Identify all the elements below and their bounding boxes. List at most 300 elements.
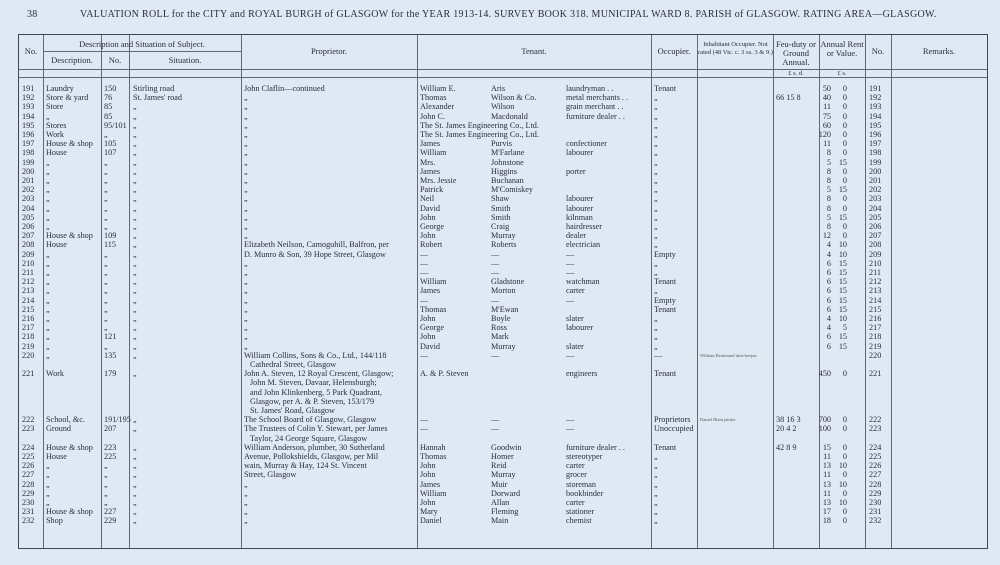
row-occupier: „ bbox=[654, 470, 658, 480]
row-feu-duty: 20 4 2 bbox=[776, 424, 797, 434]
row-no: 217 bbox=[22, 323, 35, 333]
header-no-right: No. bbox=[871, 46, 885, 56]
row-situation: „ bbox=[133, 166, 137, 176]
row-tenant-forename: — bbox=[420, 415, 429, 425]
row-tenant-surname: Homer bbox=[491, 452, 514, 461]
row-rent-shillings: 15 bbox=[838, 157, 847, 167]
row-street-no: 150 bbox=[104, 84, 117, 93]
row-proprietor: „ bbox=[244, 488, 248, 498]
row-street-no: 85 bbox=[104, 102, 113, 112]
row-proprietor: „ bbox=[244, 185, 248, 195]
row-street-no: 107 bbox=[104, 148, 117, 158]
row-street-no: 179 bbox=[104, 369, 117, 379]
row-tenant-surname: Shaw bbox=[491, 194, 510, 204]
row-rent-shillings: 0 bbox=[842, 442, 847, 452]
row-occupier: Empty bbox=[654, 295, 676, 305]
row-rent-shillings: 0 bbox=[842, 222, 847, 231]
row-proprietor: „ bbox=[244, 507, 248, 517]
row-tenant-surname: — bbox=[491, 415, 500, 425]
row-proprietor: „ bbox=[244, 139, 248, 149]
row-tenant-forename: Mary bbox=[420, 507, 438, 517]
row-no: 198 bbox=[22, 148, 35, 158]
row-tenant-surname: Macdonald bbox=[491, 111, 528, 121]
row-street-no: „ bbox=[104, 203, 108, 213]
row-occupier: „ bbox=[654, 516, 658, 526]
row-tenant-occupation: confectioner bbox=[566, 139, 607, 149]
row-situation: „ bbox=[133, 415, 137, 425]
row-occupier: Tenant bbox=[654, 369, 677, 379]
row-street-no: „ bbox=[104, 498, 108, 507]
row-tenant-forename: John bbox=[420, 212, 436, 222]
row-rent-pounds: 6 bbox=[826, 258, 831, 268]
row-tenant-occupation: grain merchant . . bbox=[566, 102, 624, 112]
row-no-right: 204 bbox=[869, 203, 882, 213]
header-feu-units: £ s. d. bbox=[788, 70, 804, 77]
row-no: 220 bbox=[22, 350, 35, 360]
row-description: „ bbox=[46, 323, 50, 333]
row-tenant-occupation: labourer bbox=[566, 148, 594, 158]
row-rent-shillings: 0 bbox=[842, 452, 847, 461]
row-situation: „ bbox=[133, 194, 137, 204]
row-occupier: Tenant bbox=[654, 277, 677, 287]
row-street-no: „ bbox=[104, 130, 108, 139]
row-rent-pounds: 5 bbox=[826, 212, 831, 222]
row-tenant-occupation: grocer bbox=[566, 470, 587, 480]
row-street-no: 95/101 bbox=[104, 120, 127, 130]
row-tenant-forename: Daniel bbox=[420, 516, 442, 526]
row-tenant-surname: Ross bbox=[491, 323, 507, 333]
row-situation: „ bbox=[133, 120, 137, 130]
row-rent-pounds: 18 bbox=[822, 516, 831, 526]
row-rent-shillings: 10 bbox=[838, 314, 847, 323]
row-no: 200 bbox=[22, 166, 35, 176]
row-tenant-surname: Dorward bbox=[491, 488, 521, 498]
row-no: 204 bbox=[22, 203, 35, 213]
header-description: Description. bbox=[51, 55, 93, 65]
row-street-no: 121 bbox=[104, 332, 117, 342]
row-description: „ bbox=[46, 498, 50, 507]
page-title: VALUATION ROLL for the CITY and ROYAL BURGH of GLASGOW for the YEAR 1913-14. SURVEY BOOK 318. MUNICIPAL WARD 8. PARISH of GLASGOW. RATING AREA—GLASGOW. bbox=[80, 9, 937, 20]
row-description: „ bbox=[46, 488, 50, 498]
row-description: „ bbox=[46, 249, 50, 259]
row-proprietor: „ bbox=[244, 157, 248, 167]
header-description-group: Description and Situation of Subject. bbox=[79, 39, 205, 49]
row-tenant-forename: David bbox=[420, 341, 441, 351]
row-tenant-surname: Craig bbox=[491, 222, 510, 231]
row-situation: „ bbox=[133, 350, 137, 360]
row-rent-pounds: 17 bbox=[822, 507, 831, 517]
row-description: „ bbox=[46, 176, 50, 185]
row-rent-shillings: 0 bbox=[842, 194, 847, 204]
row-no: 213 bbox=[22, 286, 35, 296]
row-situation: „ bbox=[133, 314, 137, 323]
row-situation: „ bbox=[133, 277, 137, 287]
row-no: 203 bbox=[22, 194, 35, 204]
row-description: Shop bbox=[46, 516, 63, 526]
row-no: 197 bbox=[22, 139, 35, 149]
row-rent-pounds: 6 bbox=[826, 277, 831, 287]
row-rent-shillings: 15 bbox=[838, 332, 847, 342]
row-description: House bbox=[46, 148, 67, 158]
row-tenant-forename: Thomas bbox=[420, 93, 447, 103]
row-no-right: 198 bbox=[869, 148, 882, 158]
row-tenant-occupation: furniture dealer . . bbox=[566, 442, 625, 452]
row-tenant-surname: Wilson bbox=[491, 102, 515, 112]
row-description: „ bbox=[46, 212, 50, 222]
row-situation: „ bbox=[133, 332, 137, 342]
row-situation: „ bbox=[133, 295, 137, 305]
row-description: Ground bbox=[46, 424, 72, 434]
row-situation: „ bbox=[133, 240, 137, 250]
row-situation: „ bbox=[133, 157, 137, 167]
row-rent-pounds: 8 bbox=[826, 194, 831, 204]
row-occupier: „ bbox=[654, 452, 658, 461]
row-tenant-occupation: porter bbox=[566, 166, 586, 176]
row-tenant-forename: James bbox=[420, 166, 441, 176]
row-rent-pounds: 11 bbox=[823, 452, 831, 461]
row-no-right: 231 bbox=[869, 507, 882, 517]
row-rent-shillings: 10 bbox=[838, 479, 847, 489]
proprietor-continuation: John M. Steven, Davaar, Helensburgh; bbox=[250, 378, 377, 388]
row-proprietor: „ bbox=[244, 148, 248, 158]
row-street-no: „ bbox=[104, 470, 108, 480]
row-situation: „ bbox=[133, 461, 137, 471]
row-rent-shillings: 15 bbox=[838, 295, 847, 305]
row-proprietor: The School Board of Glasgow, Glasgow bbox=[244, 415, 377, 425]
row-street-no: „ bbox=[104, 304, 108, 314]
row-proprietor: John A. Steven, 12 Royal Crescent, Glasgow; bbox=[244, 369, 394, 379]
row-street-no: „ bbox=[104, 479, 108, 489]
proprietor-continuation: Glasgow, per A. & P. Steven, 153/179 bbox=[250, 396, 375, 406]
row-rent-pounds: 120 bbox=[818, 130, 831, 139]
row-description: Store bbox=[46, 102, 64, 112]
row-description: Laundry bbox=[46, 84, 74, 93]
row-no: 191 bbox=[22, 84, 35, 93]
row-tenant-occupation: carter bbox=[566, 286, 585, 296]
row-tenant-forename: John bbox=[420, 498, 436, 507]
row-rent-pounds: 11 bbox=[823, 488, 831, 498]
row-situation: „ bbox=[133, 498, 137, 507]
row-rent-pounds: 60 bbox=[822, 120, 831, 130]
row-tenant-surname: — bbox=[491, 295, 500, 305]
row-no: 222 bbox=[22, 415, 35, 425]
row-occupier: „ bbox=[654, 157, 658, 167]
row-proprietor: „ bbox=[244, 295, 248, 305]
row-rent-shillings: 0 bbox=[842, 369, 847, 379]
row-occupier: „ bbox=[654, 93, 658, 103]
row-no: 199 bbox=[22, 157, 35, 167]
row-tenant-forename: George bbox=[420, 222, 444, 231]
row-occupier: „ bbox=[654, 166, 658, 176]
row-rent-shillings: 0 bbox=[842, 120, 847, 130]
row-proprietor: „ bbox=[244, 194, 248, 204]
row-no-right: 207 bbox=[869, 231, 882, 241]
row-street-no: 229 bbox=[104, 516, 117, 526]
row-situation: „ bbox=[133, 249, 137, 259]
header-remarks: Remarks. bbox=[922, 46, 956, 56]
row-street-no: 207 bbox=[104, 424, 117, 434]
row-rent-pounds: 13 bbox=[822, 498, 831, 507]
row-no: 214 bbox=[22, 295, 35, 305]
row-rent-shillings: 0 bbox=[842, 93, 847, 103]
row-occupier: „ bbox=[654, 102, 658, 112]
row-rent-shillings: 0 bbox=[842, 231, 847, 241]
row-no-right: 214 bbox=[869, 295, 882, 305]
row-no-right: 210 bbox=[869, 258, 882, 268]
row-occupier: „ bbox=[654, 212, 658, 222]
row-no: 225 bbox=[22, 452, 35, 461]
row-rent-shillings: 0 bbox=[842, 84, 847, 93]
row-occupier: „ bbox=[654, 268, 658, 277]
row-occupier: „ bbox=[654, 286, 658, 296]
row-rent-shillings: 15 bbox=[838, 212, 847, 222]
row-description: Work bbox=[46, 130, 64, 139]
row-occupier: „ bbox=[654, 148, 658, 158]
row-no-right: 229 bbox=[869, 488, 882, 498]
row-tenant-surname: M'Farlane bbox=[491, 148, 525, 158]
header-inhabitant-occupier: Inhabitant Occupier. Not rated (48 Vic. c. 3 ss. 3 & 9.) bbox=[698, 41, 773, 56]
row-tenant-surname: Aris bbox=[491, 84, 506, 93]
row-rent-shillings: 0 bbox=[842, 488, 847, 498]
row-rent-pounds: 8 bbox=[826, 176, 831, 185]
row-description: „ bbox=[46, 350, 50, 360]
row-no-right: 212 bbox=[869, 277, 882, 287]
row-proprietor: „ bbox=[244, 231, 248, 241]
row-no: 193 bbox=[22, 102, 35, 112]
row-proprietor: „ bbox=[244, 93, 248, 103]
row-street-no: „ bbox=[104, 314, 108, 323]
page-header bbox=[22, 9, 982, 25]
row-no: 221 bbox=[22, 369, 35, 379]
row-description: House & shop bbox=[46, 442, 93, 452]
row-description: House & shop bbox=[46, 231, 93, 241]
row-tenant-forename: Thomas bbox=[420, 304, 447, 314]
row-rent-shillings: 15 bbox=[838, 286, 847, 296]
row-proprietor: wain, Murray & Hay, 124 St. Vincent bbox=[244, 461, 367, 471]
row-proprietor: „ bbox=[244, 332, 248, 342]
row-rent-shillings: 0 bbox=[842, 203, 847, 213]
row-no-right: 191 bbox=[869, 84, 882, 93]
row-feu-duty: 42 8 9 bbox=[776, 442, 797, 452]
row-description: „ bbox=[46, 166, 50, 176]
row-tenant-occupation: labourer bbox=[566, 323, 594, 333]
row-rent-shillings: 15 bbox=[838, 258, 847, 268]
row-occupier: — bbox=[654, 350, 663, 360]
row-no: 223 bbox=[22, 424, 35, 434]
row-street-no: 225 bbox=[104, 452, 117, 461]
row-proprietor: „ bbox=[244, 111, 248, 121]
row-tenant-surname: Wilson & Co. bbox=[491, 93, 537, 103]
row-no: 227 bbox=[22, 470, 35, 480]
row-occupier: Tenant bbox=[654, 442, 677, 452]
row-tenant-occupation: labourer bbox=[566, 194, 594, 204]
row-tenant-occupation: metal merchants . . bbox=[566, 93, 629, 103]
row-rent-shillings: 0 bbox=[842, 470, 847, 480]
row-tenant-occupation: watchman bbox=[566, 277, 600, 287]
row-tenant-surname: Allan bbox=[491, 498, 510, 507]
header-no: No. bbox=[24, 46, 38, 56]
row-situation: „ bbox=[133, 185, 137, 195]
row-street-no: „ bbox=[104, 258, 108, 268]
row-situation: Stirling road bbox=[133, 84, 175, 93]
row-rent-shillings: 15 bbox=[838, 304, 847, 314]
row-rent-shillings: 15 bbox=[838, 341, 847, 351]
row-tenant-surname: — bbox=[491, 249, 500, 259]
row-no-right: 209 bbox=[869, 249, 882, 259]
row-street-no: „ bbox=[104, 323, 108, 333]
row-description: „ bbox=[46, 111, 50, 121]
row-no-right: 218 bbox=[869, 332, 882, 342]
row-situation: „ bbox=[133, 369, 137, 379]
row-no: 208 bbox=[22, 240, 35, 250]
row-tenant-forename: John bbox=[420, 231, 436, 241]
row-rent-pounds: 12 bbox=[822, 231, 831, 241]
row-no: 228 bbox=[22, 479, 35, 489]
row-tenant-forename: Patrick bbox=[420, 185, 444, 195]
row-rent-pounds: 5 bbox=[826, 157, 831, 167]
row-rent-shillings: 15 bbox=[838, 268, 847, 277]
row-street-no: 223 bbox=[104, 442, 117, 452]
row-street-no: „ bbox=[104, 176, 108, 185]
header-rent-units: £ s. bbox=[837, 70, 847, 77]
row-rent-pounds: 100 bbox=[818, 424, 831, 434]
row-description: House bbox=[46, 240, 67, 250]
row-tenant-surname: Reid bbox=[491, 461, 507, 471]
row-rent-shillings: 0 bbox=[842, 166, 847, 176]
row-no: 215 bbox=[22, 304, 35, 314]
row-rent-pounds: 8 bbox=[826, 222, 831, 231]
row-proprietor: D. Munro & Son, 39 Hope Street, Glasgow bbox=[244, 249, 386, 259]
row-tenant-occupation: — bbox=[566, 258, 575, 268]
row-tenant-forename: James bbox=[420, 286, 441, 296]
row-street-no: 105 bbox=[104, 139, 117, 149]
row-no-right: 221 bbox=[869, 369, 882, 379]
row-proprietor: William Collins, Sons & Co., Ltd., 144/118 bbox=[244, 350, 387, 360]
row-tenant-surname: Muir bbox=[491, 479, 508, 489]
row-situation: St. James' road bbox=[133, 93, 183, 103]
row-no: 229 bbox=[22, 488, 35, 498]
row-tenant-occupation: dealer bbox=[566, 231, 586, 241]
row-proprietor: William Anderson, plumber, 30 Sutherland bbox=[244, 442, 385, 452]
header-tenant: Tenant. bbox=[521, 46, 547, 56]
row-no: 206 bbox=[22, 222, 35, 231]
row-no: 202 bbox=[22, 185, 35, 195]
valuation-roll-table bbox=[18, 34, 988, 549]
row-tenant-surname: Smith bbox=[491, 203, 511, 213]
row-rent-shillings: 5 bbox=[842, 323, 847, 333]
proprietor-continuation: and John Klinkenberg, 5 Park Quadrant, bbox=[250, 387, 382, 397]
row-situation: „ bbox=[133, 139, 137, 149]
row-no-right: 201 bbox=[869, 176, 882, 185]
row-no-right: 222 bbox=[869, 415, 882, 425]
row-rent-pounds: 5 bbox=[826, 185, 831, 195]
row-tenant-forename: David bbox=[420, 203, 441, 213]
row-tenant-forename: Mrs. bbox=[420, 157, 436, 167]
row-tenant-occupation: chemist bbox=[566, 516, 592, 526]
row-no-right: 220 bbox=[869, 350, 882, 360]
row-tenant-surname: Gladstone bbox=[491, 277, 525, 287]
row-tenant-surname: Murray bbox=[491, 470, 516, 480]
row-description: „ bbox=[46, 286, 50, 296]
row-tenant-forename: William bbox=[420, 148, 447, 158]
row-occupier: „ bbox=[654, 194, 658, 204]
row-tenant-occupation: — bbox=[566, 249, 575, 259]
row-tenant-occupation: carter bbox=[566, 498, 585, 507]
row-no-right: 228 bbox=[869, 479, 882, 489]
row-rent-pounds: 11 bbox=[823, 102, 831, 112]
row-no-right: 216 bbox=[869, 314, 882, 323]
row-description: „ bbox=[46, 194, 50, 204]
row-tenant-surname: M'Comiskey bbox=[491, 185, 533, 195]
row-description: „ bbox=[46, 258, 50, 268]
row-tenant-occupation: hairdresser bbox=[566, 222, 602, 231]
row-tenant-forename: — bbox=[420, 268, 429, 277]
row-no-right: 205 bbox=[869, 212, 882, 222]
row-rent-pounds: 11 bbox=[823, 470, 831, 480]
row-rent-shillings: 0 bbox=[842, 516, 847, 526]
row-no: 212 bbox=[22, 277, 35, 287]
row-no-right: 213 bbox=[869, 286, 882, 296]
row-no-right: 203 bbox=[869, 194, 882, 204]
row-rent-pounds: 4 bbox=[826, 249, 831, 259]
row-rent-shillings: 15 bbox=[838, 277, 847, 287]
row-situation: „ bbox=[133, 222, 137, 231]
row-occupier: „ bbox=[654, 176, 658, 185]
row-situation: „ bbox=[133, 111, 137, 121]
row-proprietor: „ bbox=[244, 166, 248, 176]
row-proprietor: „ bbox=[244, 314, 248, 323]
row-rent-pounds: 8 bbox=[826, 166, 831, 176]
row-description: Stores bbox=[46, 120, 67, 130]
row-description: „ bbox=[46, 268, 50, 277]
row-street-no: 135 bbox=[104, 350, 117, 360]
row-tenant-occupation: kilnman bbox=[566, 212, 593, 222]
row-tenant-occupation: bookbinder bbox=[566, 488, 604, 498]
row-tenant-forename: The St. James Engineering Co., Ltd. bbox=[420, 130, 539, 139]
row-occupier: Unoccupied bbox=[654, 424, 694, 434]
row-description: „ bbox=[46, 470, 50, 480]
row-no: 224 bbox=[22, 442, 35, 452]
row-rent-pounds: 6 bbox=[826, 286, 831, 296]
row-street-no: 115 bbox=[104, 240, 116, 250]
row-tenant-occupation: furniture dealer . . bbox=[566, 111, 625, 121]
row-occupier: „ bbox=[654, 314, 658, 323]
row-occupier: „ bbox=[654, 240, 658, 250]
row-rent-pounds: 40 bbox=[822, 93, 831, 103]
row-tenant-occupation: — bbox=[566, 424, 575, 434]
row-no-right: 217 bbox=[869, 323, 882, 333]
row-proprietor: „ bbox=[244, 102, 248, 112]
row-street-no: „ bbox=[104, 488, 108, 498]
row-no-right: 195 bbox=[869, 120, 882, 130]
row-occupier: „ bbox=[654, 461, 658, 471]
row-description: „ bbox=[46, 277, 50, 287]
row-tenant-occupation: — bbox=[566, 295, 575, 305]
row-situation: „ bbox=[133, 102, 137, 112]
row-proprietor: „ bbox=[244, 277, 248, 287]
row-street-no: „ bbox=[104, 222, 108, 231]
header-proprietor: Proprietor. bbox=[310, 46, 348, 56]
row-tenant-occupation: — bbox=[566, 268, 575, 277]
row-tenant-surname: Buchanan bbox=[491, 176, 524, 185]
row-no: 218 bbox=[22, 332, 35, 342]
header-feu-duty: Feu-duty or Ground Annual. bbox=[776, 39, 816, 67]
row-tenant-forename: — bbox=[420, 249, 429, 259]
row-no-right: 219 bbox=[869, 341, 882, 351]
row-occupier: Empty bbox=[654, 249, 676, 259]
row-tenant-surname: Murray bbox=[491, 231, 516, 241]
row-street-no: „ bbox=[104, 185, 108, 195]
